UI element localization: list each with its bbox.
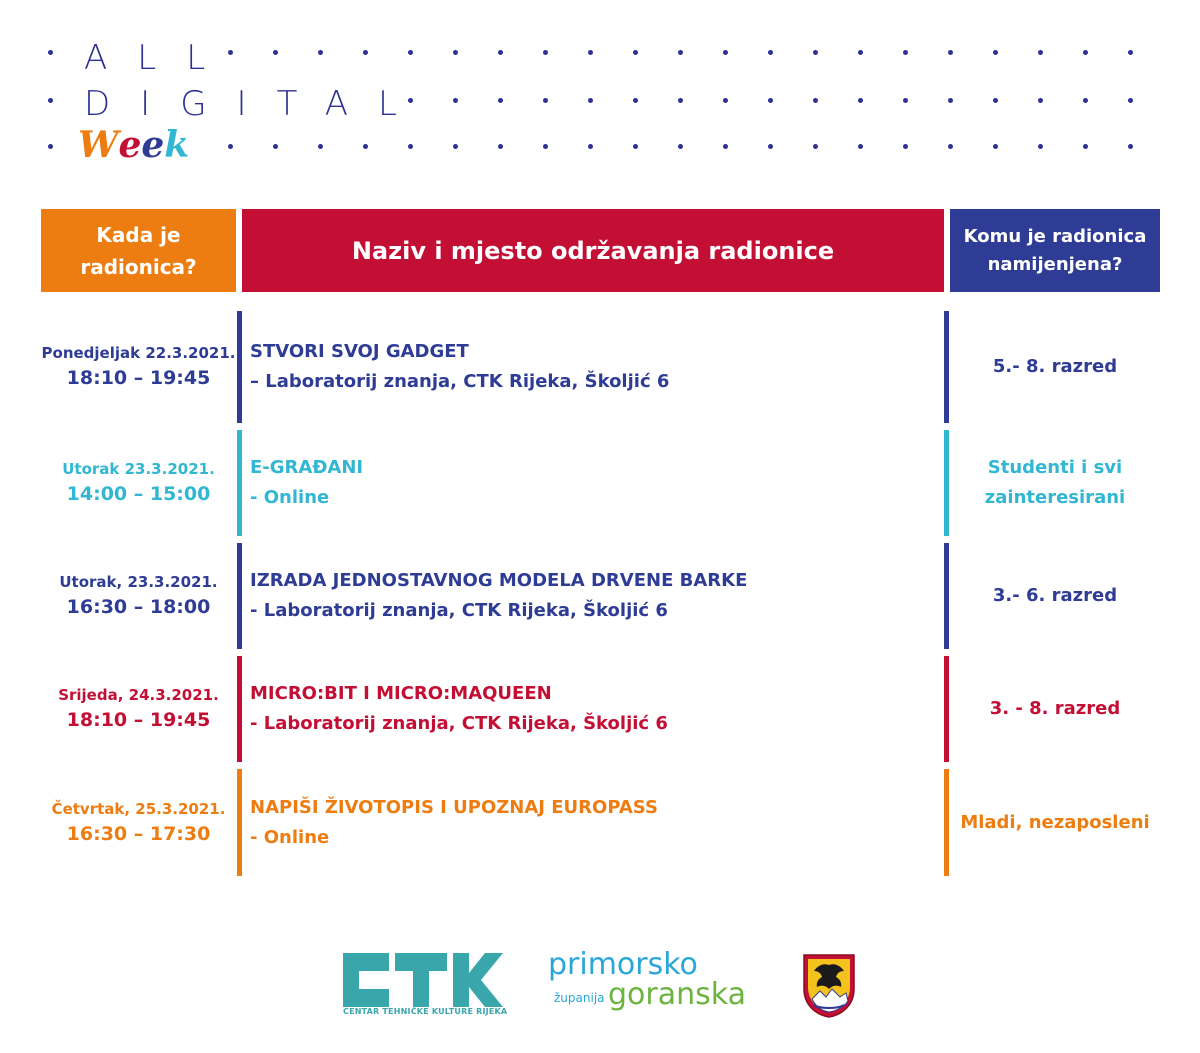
dot	[633, 50, 638, 55]
dot	[1083, 50, 1088, 55]
workshop-audience-label: Mladi, nezaposleni	[960, 811, 1150, 833]
dot	[543, 98, 548, 103]
workshop-date	[41, 543, 236, 649]
workshop-place: - Laboratorij znanja, CTK Rijeka, Školjić 6	[250, 600, 668, 621]
dot	[363, 50, 368, 55]
dot	[1038, 50, 1043, 55]
workshop-row	[0, 656, 1200, 762]
pg-bottom-text: goranska	[608, 977, 746, 1012]
dot	[498, 144, 503, 149]
dot	[903, 98, 908, 103]
dot	[633, 98, 638, 103]
logo-all: ALL	[84, 38, 236, 78]
dot	[1083, 144, 1088, 149]
dot	[318, 144, 323, 149]
column-header-name-label: Naziv i mjesto održavanja radionice	[351, 236, 835, 265]
logo-digital: DIGITAL	[84, 84, 427, 124]
dot	[993, 50, 998, 55]
dot	[633, 144, 638, 149]
workshop-info	[250, 769, 940, 876]
dot	[723, 144, 728, 149]
column-header-who-label: Komu je radionica namijenjena?	[963, 225, 1147, 275]
dot	[678, 50, 683, 55]
workshop-date	[41, 311, 236, 423]
dot	[453, 98, 458, 103]
dot	[768, 98, 773, 103]
workshop-date	[41, 430, 236, 536]
pg-top-text: primorsko	[548, 947, 698, 982]
dot	[453, 144, 458, 149]
dot	[48, 98, 53, 103]
workshop-time: 16:30 – 17:30	[66, 822, 211, 845]
row-divider-left	[237, 769, 242, 876]
dot	[768, 144, 773, 149]
dot	[498, 50, 503, 55]
dot	[678, 98, 683, 103]
workshop-place: - Laboratorij znanja, CTK Rijeka, Školjić 6	[250, 713, 668, 734]
dot	[813, 144, 818, 149]
dot	[273, 50, 278, 55]
row-divider-left	[237, 656, 242, 762]
row-divider-right	[944, 311, 949, 423]
workshop-info	[250, 430, 940, 536]
workshop-day: Utorak, 23.3.2021.	[59, 573, 218, 591]
workshop-audience-label: 3. - 8. razred	[989, 698, 1121, 719]
dot	[678, 144, 683, 149]
workshop-audience	[950, 769, 1160, 876]
workshop-time: 14:00 – 15:00	[66, 483, 211, 505]
dot	[858, 144, 863, 149]
workshop-date	[41, 656, 236, 762]
workshop-row	[0, 311, 1200, 423]
dot	[543, 144, 548, 149]
workshop-place: - Online	[250, 826, 330, 848]
workshop-audience	[950, 656, 1160, 762]
dot	[903, 144, 908, 149]
ctk-caption: CENTAR TEHNIČKE KULTURE RIJEKA	[343, 1007, 508, 1016]
workshop-title: IZRADA JEDNOSTAVNOG MODELA DRVENE BARKE	[250, 570, 748, 591]
row-divider-left	[237, 543, 242, 649]
column-header-when-label: Kada je radionica?	[80, 222, 197, 279]
workshop-day: Ponedjeljak 22.3.2021.	[41, 344, 236, 362]
dot	[363, 144, 368, 149]
row-divider-right	[944, 769, 949, 876]
logo-week: Week	[78, 124, 190, 166]
pg-small-text: županija	[554, 991, 605, 1005]
workshop-audience	[950, 430, 1160, 536]
dot	[858, 50, 863, 55]
workshop-info	[250, 543, 940, 649]
dot	[1128, 144, 1133, 149]
column-header-name	[242, 209, 944, 292]
dot	[408, 50, 413, 55]
row-divider-right	[944, 656, 949, 762]
dot	[903, 50, 908, 55]
dot	[48, 144, 53, 149]
dot	[858, 98, 863, 103]
header-logo-area	[0, 0, 1200, 190]
dot	[948, 98, 953, 103]
workshop-place: - Online	[250, 487, 330, 508]
workshop-row	[0, 769, 1200, 876]
workshop-title: MICRO:BIT I MICRO:MAQUEEN	[250, 683, 552, 704]
dot-row-3	[40, 142, 1160, 152]
workshop-time: 16:30 – 18:00	[66, 596, 211, 618]
workshop-day: Utorak 23.3.2021.	[62, 460, 215, 478]
dot	[1128, 98, 1133, 103]
dot	[588, 144, 593, 149]
workshop-title: E-GRAĐANI	[250, 457, 364, 478]
workshop-place: – Laboratorij znanja, CTK Rijeka, Školjić 6	[250, 371, 670, 392]
column-header-who	[950, 209, 1160, 292]
dot	[318, 50, 323, 55]
row-divider-right	[944, 430, 949, 536]
dot	[768, 50, 773, 55]
dot	[48, 50, 53, 55]
row-divider-left	[237, 430, 242, 536]
row-divider-right	[944, 543, 949, 649]
dot	[948, 144, 953, 149]
workshop-audience	[950, 311, 1160, 423]
dot	[588, 98, 593, 103]
dot	[993, 144, 998, 149]
workshop-audience-label: 5.- 8. razred	[992, 356, 1118, 377]
workshop-time: 18:10 – 19:45	[66, 709, 211, 731]
workshop-title: NAPIŠI ŽIVOTOPIS I UPOZNAJ EUROPASS	[250, 796, 658, 818]
dot	[813, 50, 818, 55]
coat-of-arms-icon	[800, 949, 858, 1019]
workshop-date	[41, 769, 236, 876]
dot	[1038, 144, 1043, 149]
primorsko-goranska-logo	[548, 947, 768, 1027]
dot	[273, 144, 278, 149]
dot	[993, 98, 998, 103]
dot	[723, 98, 728, 103]
dot	[453, 50, 458, 55]
dot	[408, 144, 413, 149]
workshop-day: Četvrtak, 25.3.2021.	[51, 799, 226, 818]
column-header-when	[41, 209, 236, 292]
dot	[228, 144, 233, 149]
dot	[1038, 98, 1043, 103]
workshop-audience-label: Studenti i svi zainteresirani	[984, 457, 1126, 508]
dot	[813, 98, 818, 103]
workshop-audience-label: 3.- 6. razred	[992, 585, 1118, 606]
workshop-time: 18:10 – 19:45	[66, 367, 211, 389]
workshop-info	[250, 311, 940, 423]
dot	[588, 50, 593, 55]
dot	[948, 50, 953, 55]
row-divider-left	[237, 311, 242, 423]
dot	[543, 50, 548, 55]
dot	[1128, 50, 1133, 55]
workshop-title: STVORI SVOJ GADGET	[250, 341, 469, 362]
workshop-audience	[950, 543, 1160, 649]
dot	[723, 50, 728, 55]
workshop-row	[0, 543, 1200, 649]
workshop-info	[250, 656, 940, 762]
footer-logos	[0, 945, 1200, 1045]
dot	[498, 98, 503, 103]
workshop-row	[0, 430, 1200, 536]
dot	[1083, 98, 1088, 103]
workshop-day: Srijeda, 24.3.2021.	[58, 686, 219, 704]
